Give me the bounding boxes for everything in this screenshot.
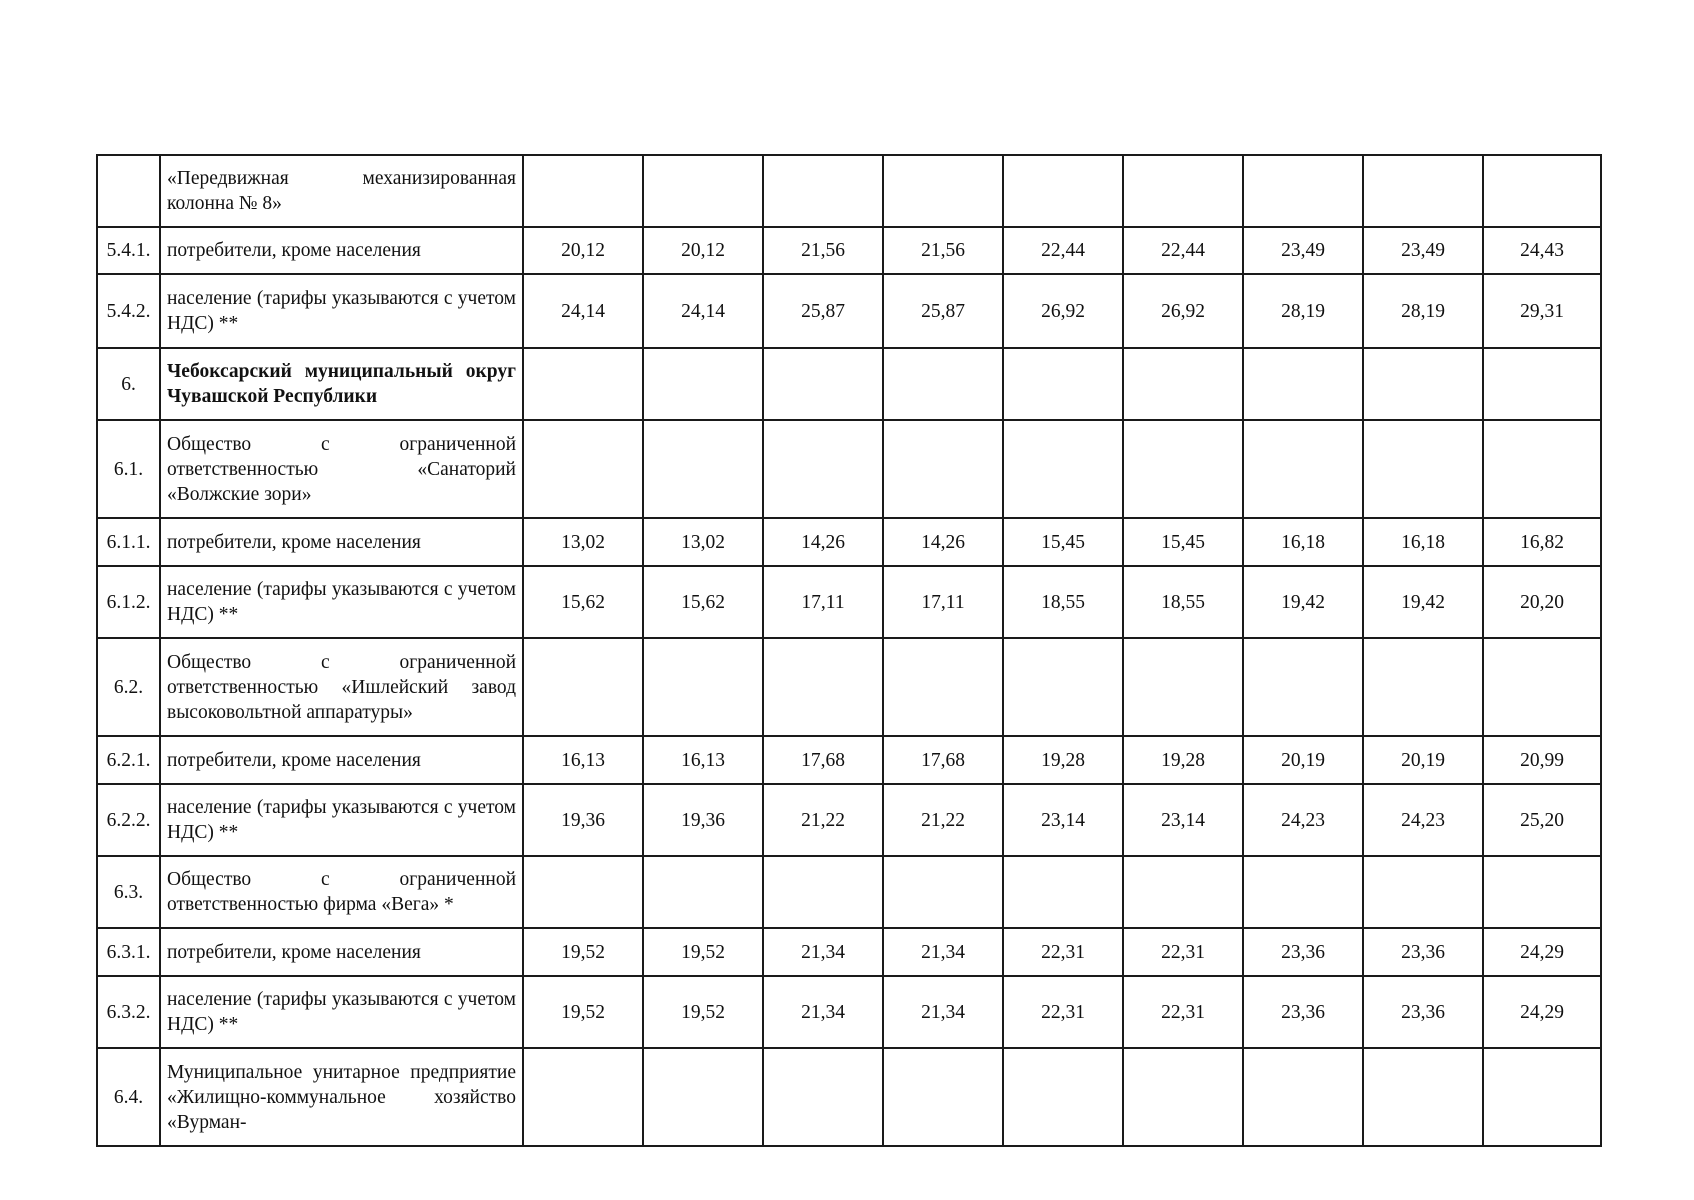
tariff-value: [1363, 638, 1483, 736]
table-row: [97, 155, 1601, 227]
row-name: «Передвижная механизированная колонна № 8»: [160, 155, 523, 227]
tariff-value: 24,23: [1363, 784, 1483, 856]
row-name: Общество с ограниченной ответственностью «Ишлейский завод высоковольтной аппаратуры»: [160, 638, 523, 736]
tariff-value: 28,19: [1243, 274, 1363, 348]
tariff-value: 23,49: [1243, 227, 1363, 274]
tariff-value: 19,28: [1123, 736, 1243, 784]
row-number: 6.1.1.: [97, 518, 160, 566]
tariff-value: 20,19: [1363, 736, 1483, 784]
table-row: [97, 856, 1601, 928]
tariff-value: 19,52: [643, 928, 763, 976]
tariff-value: 19,42: [1363, 566, 1483, 638]
tariff-value: 25,87: [763, 274, 883, 348]
tariff-value: 20,12: [643, 227, 763, 274]
tariff-value: 22,44: [1123, 227, 1243, 274]
tariff-value: 25,87: [883, 274, 1003, 348]
tariff-value: 19,28: [1003, 736, 1123, 784]
tariff-value: 25,20: [1483, 784, 1601, 856]
row-number: 6.2.1.: [97, 736, 160, 784]
tariff-value: 16,18: [1363, 518, 1483, 566]
tariff-value: 20,12: [523, 227, 643, 274]
row-number: 6.3.2.: [97, 976, 160, 1048]
tariff-value: [643, 420, 763, 518]
tariff-value: [1243, 155, 1363, 227]
tariff-value: [1243, 420, 1363, 518]
tariff-value: [1483, 638, 1601, 736]
row-number: 6.1.2.: [97, 566, 160, 638]
tariff-value: [523, 1048, 643, 1146]
tariff-value: [1003, 420, 1123, 518]
tariff-value: [1363, 1048, 1483, 1146]
tariff-value: [1483, 856, 1601, 928]
row-name: население (тарифы указываются с учетом НДС) **: [160, 976, 523, 1048]
tariff-value: [1363, 348, 1483, 420]
tariff-value: [763, 856, 883, 928]
tariff-value: [643, 638, 763, 736]
table-row: [97, 736, 1601, 784]
tariff-value: 19,36: [643, 784, 763, 856]
tariff-value: [523, 856, 643, 928]
table-body: [97, 155, 1601, 1146]
tariff-value: 17,68: [883, 736, 1003, 784]
tariff-value: 21,34: [883, 976, 1003, 1048]
tariff-value: 19,52: [643, 976, 763, 1048]
tariff-value: 15,45: [1003, 518, 1123, 566]
tariff-value: 26,92: [1123, 274, 1243, 348]
tariff-value: 21,34: [763, 976, 883, 1048]
tariff-value: 21,56: [883, 227, 1003, 274]
table-row: [97, 784, 1601, 856]
tariff-value: 16,13: [523, 736, 643, 784]
tariff-value: 19,52: [523, 928, 643, 976]
tariff-value: [883, 420, 1003, 518]
tariff-value: 23,49: [1363, 227, 1483, 274]
tariff-value: 20,20: [1483, 566, 1601, 638]
tariff-value: 16,13: [643, 736, 763, 784]
table-row: [97, 420, 1601, 518]
tariff-value: 22,31: [1123, 928, 1243, 976]
row-name: население (тарифы указываются с учетом НДС) **: [160, 784, 523, 856]
tariff-value: [1483, 420, 1601, 518]
tariff-value: 22,31: [1123, 976, 1243, 1048]
tariff-value: 13,02: [643, 518, 763, 566]
tariff-value: 17,68: [763, 736, 883, 784]
tariff-value: [1363, 420, 1483, 518]
tariff-value: [1363, 856, 1483, 928]
tariff-value: 19,36: [523, 784, 643, 856]
tariff-value: 24,43: [1483, 227, 1601, 274]
tariff-value: 23,14: [1003, 784, 1123, 856]
tariff-value: 21,34: [763, 928, 883, 976]
tariff-value: [763, 348, 883, 420]
tariff-value: [1123, 420, 1243, 518]
row-name: население (тарифы указываются с учетом НДС) **: [160, 566, 523, 638]
row-number: 6.4.: [97, 1048, 160, 1146]
row-number: 6.2.2.: [97, 784, 160, 856]
tariff-value: 19,52: [523, 976, 643, 1048]
row-name: население (тарифы указываются с учетом НДС) **: [160, 274, 523, 348]
tariff-value: 18,55: [1003, 566, 1123, 638]
tariff-value: [1123, 856, 1243, 928]
tariff-value: 15,45: [1123, 518, 1243, 566]
tariff-value: 21,56: [763, 227, 883, 274]
tariff-value: 20,19: [1243, 736, 1363, 784]
table-row: [97, 274, 1601, 348]
tariff-value: [1123, 348, 1243, 420]
row-number: 5.4.1.: [97, 227, 160, 274]
tariff-value: 24,29: [1483, 976, 1601, 1048]
tariff-value: 15,62: [643, 566, 763, 638]
tariff-value: [1003, 856, 1123, 928]
tariff-value: 14,26: [883, 518, 1003, 566]
row-number: 6.: [97, 348, 160, 420]
tariff-value: [763, 638, 883, 736]
row-number: [97, 155, 160, 227]
tariff-value: [1363, 155, 1483, 227]
table-row: [97, 518, 1601, 566]
tariff-value: [523, 155, 643, 227]
tariff-value: [1003, 348, 1123, 420]
tariff-value: 23,36: [1363, 928, 1483, 976]
table-row: [97, 638, 1601, 736]
row-name: Чебоксарский муниципальный округ Чувашской Республики: [160, 348, 523, 420]
tariff-value: [763, 1048, 883, 1146]
tariff-value: 28,19: [1363, 274, 1483, 348]
tariff-value: 14,26: [763, 518, 883, 566]
tariff-value: [883, 1048, 1003, 1146]
tariff-value: [643, 1048, 763, 1146]
tariff-value: 15,62: [523, 566, 643, 638]
tariff-value: [1003, 155, 1123, 227]
tariff-value: 24,14: [523, 274, 643, 348]
tariff-value: [523, 420, 643, 518]
tariff-value: [1243, 856, 1363, 928]
tariff-value: [763, 155, 883, 227]
tariff-value: [1243, 638, 1363, 736]
row-name: потребители, кроме населения: [160, 227, 523, 274]
tariff-value: 16,82: [1483, 518, 1601, 566]
tariff-value: [1243, 348, 1363, 420]
tariff-value: 29,31: [1483, 274, 1601, 348]
tariff-value: 19,42: [1243, 566, 1363, 638]
tariff-value: [643, 155, 763, 227]
tariff-value: 21,34: [883, 928, 1003, 976]
row-name: Общество с ограниченной ответственностью «Санаторий «Волжские зори»: [160, 420, 523, 518]
tariff-value: [1123, 638, 1243, 736]
tariff-value: 23,36: [1243, 976, 1363, 1048]
tariff-value: 21,22: [883, 784, 1003, 856]
tariff-value: 17,11: [883, 566, 1003, 638]
tariff-value: 24,23: [1243, 784, 1363, 856]
row-number: 6.1.: [97, 420, 160, 518]
table-row: [97, 348, 1601, 420]
tariff-value: [1483, 155, 1601, 227]
tariff-value: 23,14: [1123, 784, 1243, 856]
tariff-value: [883, 856, 1003, 928]
tariff-value: [643, 856, 763, 928]
tariff-value: [1003, 638, 1123, 736]
table-row: [97, 928, 1601, 976]
tariff-value: 21,22: [763, 784, 883, 856]
tariff-value: 13,02: [523, 518, 643, 566]
table-row: [97, 1048, 1601, 1146]
tariff-value: [883, 638, 1003, 736]
tariff-value: 22,31: [1003, 976, 1123, 1048]
tariff-value: 24,14: [643, 274, 763, 348]
table-row: [97, 227, 1601, 274]
tariff-value: [1483, 1048, 1601, 1146]
tariff-value: [523, 348, 643, 420]
tariff-table: [96, 154, 1602, 1147]
row-number: 6.3.1.: [97, 928, 160, 976]
row-number: 5.4.2.: [97, 274, 160, 348]
tariff-value: 22,44: [1003, 227, 1123, 274]
tariff-value: [1123, 155, 1243, 227]
tariff-value: 23,36: [1363, 976, 1483, 1048]
tariff-value: [1003, 1048, 1123, 1146]
tariff-value: [1123, 1048, 1243, 1146]
row-name: потребители, кроме населения: [160, 518, 523, 566]
row-number: 6.3.: [97, 856, 160, 928]
tariff-value: 24,29: [1483, 928, 1601, 976]
tariff-value: [523, 638, 643, 736]
row-number: 6.2.: [97, 638, 160, 736]
tariff-value: 17,11: [763, 566, 883, 638]
tariff-value: [883, 348, 1003, 420]
row-name: потребители, кроме населения: [160, 928, 523, 976]
tariff-value: [643, 348, 763, 420]
tariff-value: [883, 155, 1003, 227]
tariff-value: [1243, 1048, 1363, 1146]
tariff-value: [763, 420, 883, 518]
tariff-value: 23,36: [1243, 928, 1363, 976]
tariff-value: 20,99: [1483, 736, 1601, 784]
tariff-value: 16,18: [1243, 518, 1363, 566]
table-row: [97, 976, 1601, 1048]
tariff-value: 18,55: [1123, 566, 1243, 638]
tariff-value: [1483, 348, 1601, 420]
tariff-value: 22,31: [1003, 928, 1123, 976]
row-name: Муниципальное унитарное предприятие «Жилищно-коммунальное хозяйство «Вурман-: [160, 1048, 523, 1146]
row-name: Общество с ограниченной ответственностью фирма «Вега» *: [160, 856, 523, 928]
tariff-value: 26,92: [1003, 274, 1123, 348]
table-row: [97, 566, 1601, 638]
row-name: потребители, кроме населения: [160, 736, 523, 784]
